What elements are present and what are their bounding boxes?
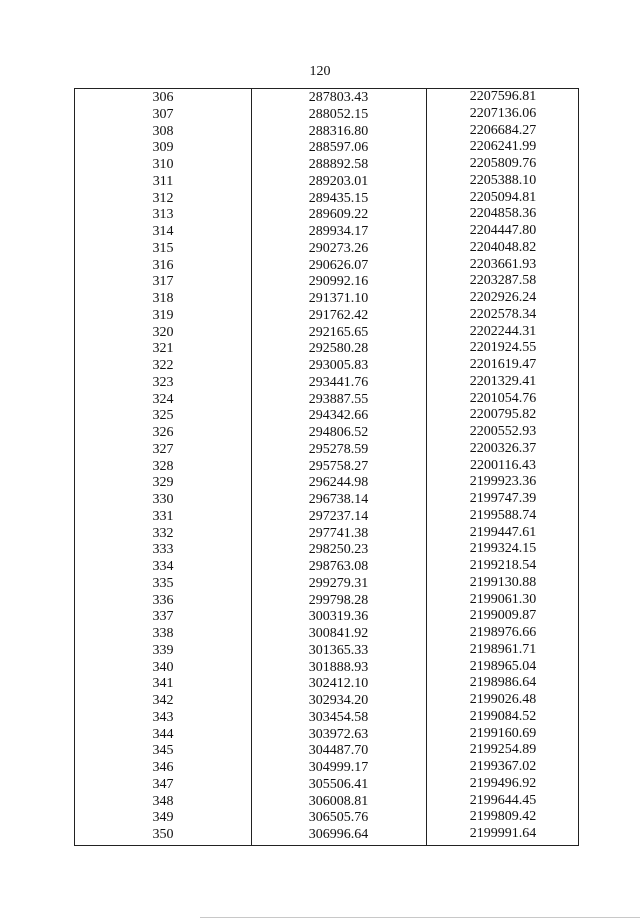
x-coordinate-cell: 293005.83: [308, 358, 369, 373]
point-id-cell: 309: [152, 140, 174, 156]
point-id-cell: 349: [152, 810, 174, 826]
point-id-cell: 345: [152, 743, 174, 759]
point-id-cell: 341: [152, 676, 174, 692]
point-id-cell: 327: [152, 441, 174, 457]
y-coordinate-cell: 2198961.71: [469, 641, 537, 657]
table-row: [75, 257, 578, 274]
x-coordinate-cell: 290273.26: [308, 240, 369, 256]
point-id-cell: 306: [152, 90, 174, 105]
y-coordinate-cell: 2199447.61: [469, 524, 537, 540]
table-row: [75, 742, 578, 759]
point-id-cell: 314: [152, 224, 174, 239]
point-id-cell: 340: [152, 659, 174, 675]
table-row: [75, 307, 578, 324]
x-coordinate-cell: 297237.14: [308, 508, 369, 524]
y-coordinate-cell: 2199254.89: [469, 742, 537, 758]
y-coordinate-cell: 2205809.76: [469, 156, 537, 171]
x-coordinate-cell: 303454.58: [308, 709, 369, 725]
x-coordinate-cell: 300319.36: [308, 609, 369, 625]
y-coordinate-cell: 2207136.06: [469, 105, 537, 121]
point-id-cell: 307: [152, 106, 174, 122]
point-id-cell: 329: [152, 475, 174, 491]
point-id-cell: 313: [152, 207, 174, 223]
x-coordinate-cell: 292165.65: [308, 324, 369, 340]
point-id-cell: 310: [152, 157, 174, 172]
table-row: [75, 223, 578, 240]
table-row: [75, 357, 578, 374]
point-id-cell: 318: [152, 291, 174, 306]
y-coordinate-cell: 2199991.64: [469, 826, 537, 841]
table-row: [75, 491, 578, 508]
point-id-cell: 321: [152, 341, 174, 357]
x-coordinate-cell: 291762.42: [308, 307, 369, 323]
table-row: [75, 374, 578, 391]
table-row: [75, 324, 578, 341]
y-coordinate-cell: 2199367.02: [469, 759, 537, 774]
point-id-cell: 348: [152, 793, 174, 809]
table-row: [75, 139, 578, 156]
point-id-cell: 316: [152, 257, 174, 273]
x-coordinate-cell: 291371.10: [308, 291, 369, 306]
y-coordinate-cell: 2199084.52: [469, 708, 537, 724]
y-coordinate-cell: 2201924.55: [469, 340, 537, 356]
table-row: [75, 809, 578, 826]
y-coordinate-cell: 2200795.82: [469, 407, 537, 423]
point-id-cell: 325: [152, 408, 174, 424]
table-row: [75, 206, 578, 223]
x-coordinate-cell: 289609.22: [308, 207, 369, 223]
point-id-cell: 338: [152, 626, 174, 641]
x-coordinate-cell: 306996.64: [308, 827, 369, 842]
y-coordinate-cell: 2198976.66: [469, 625, 537, 640]
y-coordinate-cell: 2204447.80: [469, 223, 537, 238]
y-coordinate-cell: 2200116.43: [470, 457, 536, 473]
x-coordinate-cell: 300841.92: [308, 626, 369, 641]
point-id-cell: 342: [152, 693, 174, 708]
point-id-cell: 335: [152, 575, 174, 591]
x-coordinate-cell: 299279.31: [308, 575, 369, 591]
y-coordinate-cell: 2199644.45: [469, 792, 537, 808]
x-coordinate-cell: 295278.59: [308, 441, 369, 457]
point-id-cell: 315: [152, 240, 174, 256]
point-id-cell: 333: [152, 542, 174, 558]
x-coordinate-cell: 293887.55: [308, 391, 369, 407]
point-id-cell: 331: [152, 508, 174, 524]
table-row: [75, 592, 578, 609]
table-row: [75, 759, 578, 776]
table-row: [75, 273, 578, 290]
table-row: [75, 525, 578, 542]
y-coordinate-cell: 2199130.88: [469, 574, 537, 590]
point-id-cell: 323: [152, 374, 174, 390]
x-coordinate-cell: 296738.14: [308, 492, 369, 507]
table-row: [75, 391, 578, 408]
y-coordinate-cell: 2202244.31: [469, 323, 537, 339]
point-id-cell: 326: [152, 425, 174, 440]
table-row: [75, 458, 578, 475]
y-coordinate-cell: 2201619.47: [469, 357, 537, 372]
x-coordinate-cell: 288316.80: [308, 123, 369, 139]
table-row: [75, 173, 578, 190]
y-coordinate-cell: 2199747.39: [469, 491, 537, 506]
x-coordinate-cell: 288597.06: [308, 140, 369, 156]
x-coordinate-cell: 289934.17: [308, 224, 369, 239]
table-row: [75, 424, 578, 441]
table-row: [75, 290, 578, 307]
table-row: [75, 441, 578, 458]
table-row: [75, 123, 578, 140]
x-coordinate-cell: 301888.93: [308, 659, 369, 675]
y-coordinate-cell: 2206684.27: [469, 122, 537, 138]
table-row: [75, 575, 578, 592]
coordinate-table: [74, 88, 579, 846]
y-coordinate-cell: 2201054.76: [469, 390, 537, 406]
table-row: [75, 240, 578, 257]
y-coordinate-cell: 2202926.24: [469, 290, 537, 305]
table-row: [75, 642, 578, 659]
y-coordinate-cell: 2199160.69: [469, 725, 537, 741]
x-coordinate-cell: 290992.16: [308, 274, 369, 290]
x-coordinate-cell: 301365.33: [308, 642, 369, 658]
point-id-cell: 344: [152, 726, 174, 742]
x-coordinate-cell: 304999.17: [308, 760, 369, 775]
table-row: [75, 508, 578, 525]
x-coordinate-cell: 306505.76: [308, 810, 369, 826]
x-coordinate-cell: 298250.23: [308, 542, 369, 558]
x-coordinate-cell: 288892.58: [308, 157, 369, 172]
point-id-cell: 346: [152, 760, 174, 775]
y-coordinate-cell: 2199923.36: [469, 474, 537, 490]
y-coordinate-cell: 2200326.37: [469, 440, 537, 456]
y-coordinate-cell: 2199218.54: [469, 558, 537, 573]
point-id-cell: 336: [152, 592, 174, 608]
table-row: [75, 541, 578, 558]
x-coordinate-cell: 288052.15: [308, 106, 369, 122]
x-coordinate-cell: 287803.43: [308, 90, 369, 105]
page-number: 120: [309, 64, 331, 79]
table-row: [75, 625, 578, 642]
y-coordinate-cell: 2204858.36: [469, 206, 537, 222]
x-coordinate-cell: 289435.15: [308, 190, 369, 206]
x-coordinate-cell: 302412.10: [308, 676, 369, 692]
scan-edge-line: [200, 917, 640, 918]
table-row: [75, 608, 578, 625]
x-coordinate-cell: 297741.38: [308, 525, 369, 541]
y-coordinate-cell: 2203287.58: [469, 273, 537, 289]
x-coordinate-cell: 295758.27: [308, 458, 369, 474]
table-row: [75, 407, 578, 424]
x-coordinate-cell: 289203.01: [308, 173, 369, 189]
table-row: [75, 675, 578, 692]
table-row: [75, 726, 578, 743]
x-coordinate-cell: 304487.70: [308, 743, 369, 759]
y-coordinate-cell: 2200552.93: [469, 424, 537, 439]
point-id-cell: 343: [152, 709, 174, 725]
point-id-cell: 339: [152, 642, 174, 658]
table-row: [75, 659, 578, 676]
point-id-cell: 317: [152, 274, 174, 290]
x-coordinate-cell: 294342.66: [308, 408, 369, 424]
y-coordinate-cell: 2205094.81: [469, 189, 537, 205]
point-id-cell: 311: [152, 173, 174, 189]
point-id-cell: 330: [152, 492, 174, 507]
y-coordinate-cell: 2198965.04: [469, 658, 537, 674]
table-row: [75, 156, 578, 173]
point-id-cell: 322: [152, 358, 174, 373]
y-coordinate-cell: 2199324.15: [469, 541, 537, 557]
point-id-cell: 328: [152, 458, 174, 474]
x-coordinate-cell: 296244.98: [308, 475, 369, 491]
x-coordinate-cell: 290626.07: [308, 257, 369, 273]
point-id-cell: 324: [152, 391, 174, 407]
y-coordinate-cell: 2207596.81: [469, 89, 537, 104]
y-coordinate-cell: 2201329.41: [469, 373, 537, 389]
x-coordinate-cell: 302934.20: [308, 693, 369, 708]
table-row: [75, 826, 578, 843]
table-row: [75, 190, 578, 207]
table-row: [75, 558, 578, 575]
point-id-cell: 319: [152, 307, 174, 323]
table-row: [75, 776, 578, 793]
table-row: [75, 89, 578, 106]
x-coordinate-cell: 306008.81: [308, 793, 369, 809]
point-id-cell: 308: [152, 123, 174, 139]
y-coordinate-cell: 2204048.82: [469, 239, 537, 255]
y-coordinate-cell: 2199061.30: [469, 591, 537, 607]
x-coordinate-cell: 305506.41: [308, 776, 369, 792]
point-id-cell: 320: [152, 324, 174, 340]
point-id-cell: 347: [152, 776, 174, 792]
table-row: [75, 692, 578, 709]
y-coordinate-cell: 2199026.48: [469, 692, 537, 707]
x-coordinate-cell: 294806.52: [308, 425, 369, 440]
table-row: [75, 474, 578, 491]
point-id-cell: 312: [152, 190, 174, 206]
y-coordinate-cell: 2199009.87: [469, 608, 537, 624]
x-coordinate-cell: 298763.08: [308, 559, 369, 574]
y-coordinate-cell: 2198986.64: [469, 675, 537, 691]
table-row: [75, 106, 578, 123]
x-coordinate-cell: 299798.28: [308, 592, 369, 608]
point-id-cell: 350: [152, 827, 174, 842]
y-coordinate-cell: 2199496.92: [469, 775, 537, 791]
y-coordinate-cell: 2206241.99: [469, 139, 537, 155]
y-coordinate-cell: 2202578.34: [469, 306, 537, 322]
point-id-cell: 332: [152, 525, 174, 541]
y-coordinate-cell: 2205388.10: [469, 172, 537, 188]
x-coordinate-cell: 303972.63: [308, 726, 369, 742]
y-coordinate-cell: 2199588.74: [469, 507, 537, 523]
point-id-cell: 337: [152, 609, 174, 625]
point-id-cell: 334: [152, 559, 174, 574]
x-coordinate-cell: 293441.76: [308, 374, 369, 390]
y-coordinate-cell: 2203661.93: [469, 256, 537, 272]
x-coordinate-cell: 292580.28: [308, 341, 369, 357]
table-row: [75, 709, 578, 726]
table-row: [75, 793, 578, 810]
table-row: [75, 340, 578, 357]
y-coordinate-cell: 2199809.42: [469, 809, 537, 825]
